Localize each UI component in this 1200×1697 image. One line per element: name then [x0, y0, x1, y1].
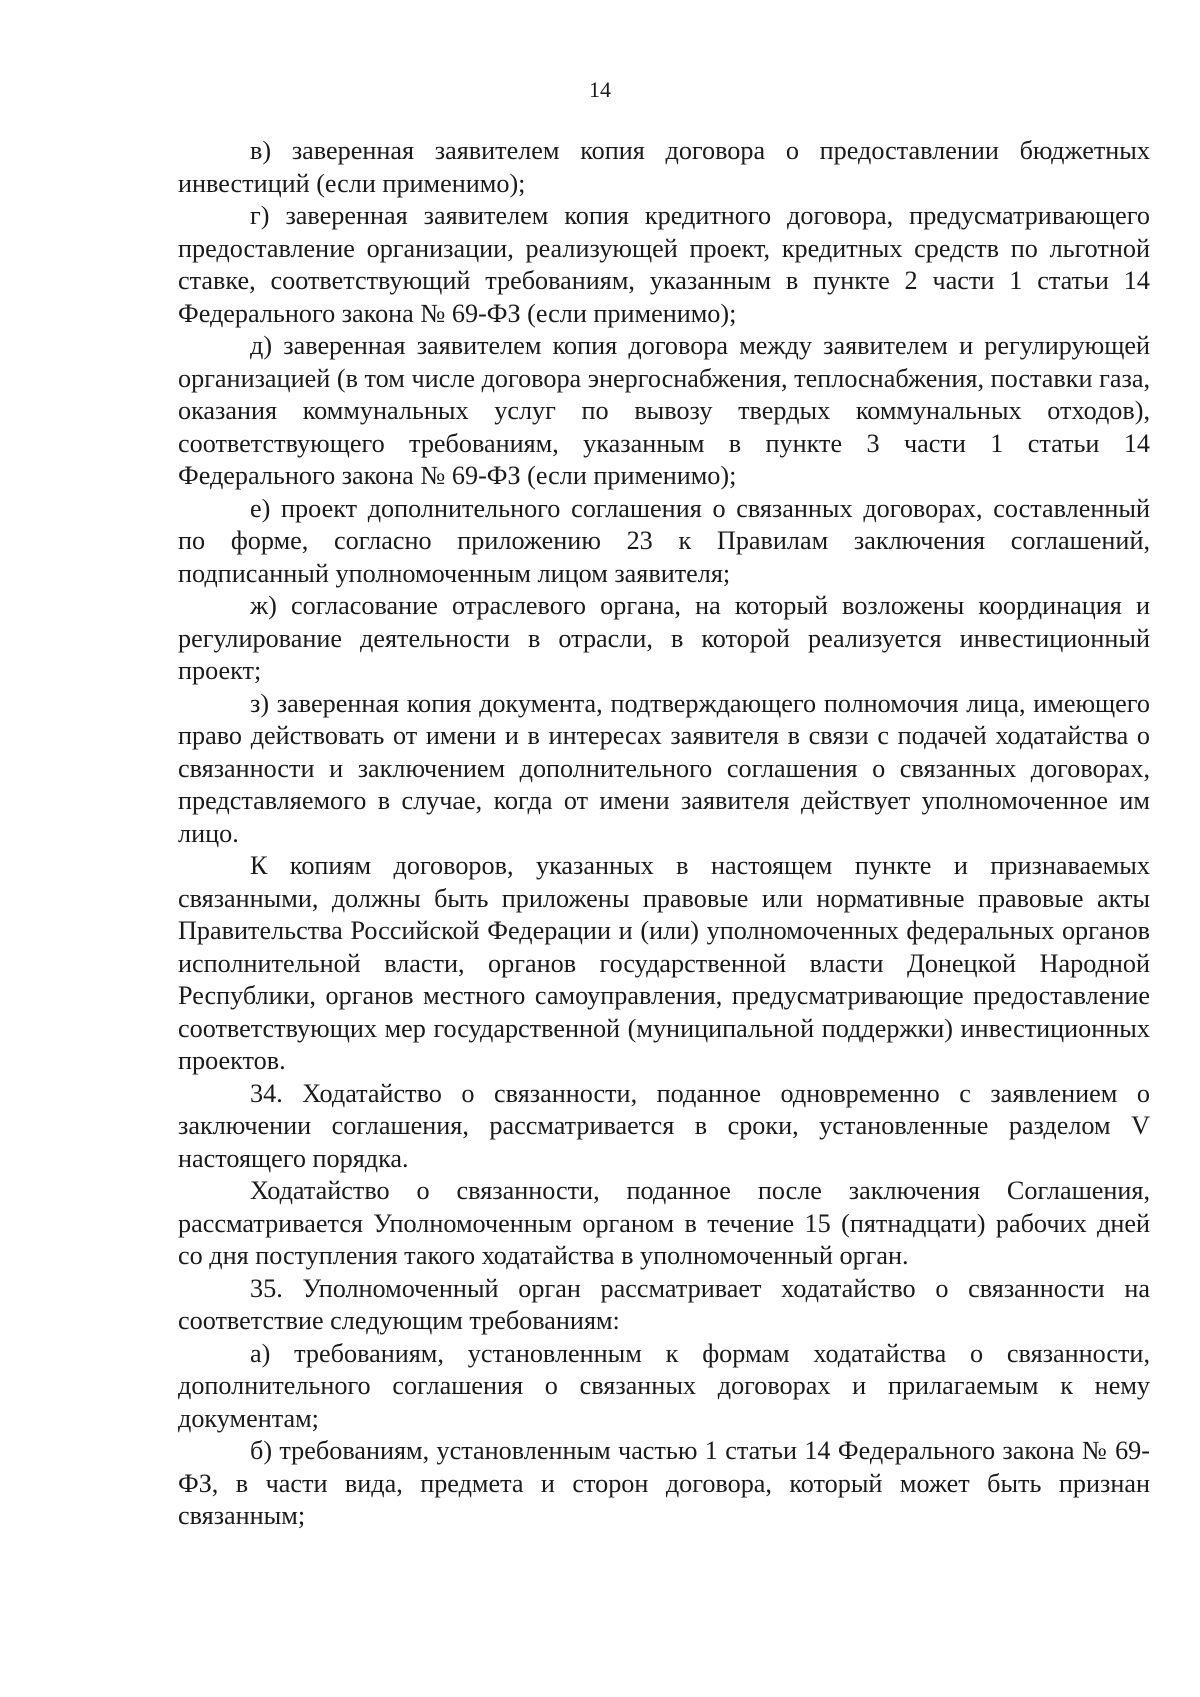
paragraph-item-g: г) заверенная заявителем копия кредитного договора, предусматривающего предоставление организации, реализующей проект, кредитных средств по льготной ставке, соответствующий требованиям, указанным в пункте 2 части 1 статьи 14 Федерального закона № 69-ФЗ (если применимо); [178, 201, 1150, 328]
paragraph-item-z: з) заверенная копия документа, подтверждающего полномочия лица, имеющего право действовать от имени и в интересах заявителя в связи с подачей ходатайства о связанности и заключением дополнительного соглашения о связанных договорах, представляемого в случае, когда от имени заявителя действует уполномоченное им лицо. [178, 688, 1150, 848]
page-number: 14 [589, 77, 611, 102]
paragraph-item-e: е) проект дополнительного соглашения о связанных договорах, составленный по форме, согласно приложению 23 к Правилам заключения соглашений, подписанный уполномоченным лицом заявителя; [178, 493, 1150, 588]
paragraph-attachments-note: К копиям договоров, указанных в настоящем пункте и признаваемых связанными, должны быть приложены правовые или нормативные правовые акты Правительства Российской Федерации и (или) уполномоченных федеральных органов исполнительной власти, органов государственной власти Донецкой Народной Республики, органов местного самоуправления, предусматривающие предоставление соответствующих мер государственной (муниципальной поддержки) инвестиционных проектов. [178, 851, 1150, 1075]
paragraph-clause-35: 35. Уполномоченный орган рассматривает ходатайство о связанности на соответствие следующим требованиям: [178, 1273, 1150, 1335]
paragraph-item-a: а) требованиям, установленным к формам ходатайства о связанности, дополнительного соглашения о связанных договорах и прилагаемым к нему документам; [178, 1338, 1150, 1433]
document-body [178, 135, 1150, 1533]
paragraph-item-d: д) заверенная заявителем копия договора между заявителем и регулирующей организацией (в том числе договора энергоснабжения, теплоснабжения, поставки газа, оказания коммунальных услуг по вывозу твердых коммунальных отходов), соответствующего требованиям, указанным в пункте 3 части 1 статьи 14 Федерального закона № 69-ФЗ (если применимо); [178, 331, 1150, 490]
paragraph-item-b: б) требованиям, установленным частью 1 статьи 14 Федерального закона № 69-ФЗ, в части вида, предмета и сторон договора, который может быть признан связанным; [178, 1436, 1150, 1530]
paragraph-clause-34-cont: Ходатайство о связанности, поданное после заключения Соглашения, рассматривается Уполномоченным органом в течение 15 (пятнадцати) рабочих дней со дня поступления такого ходатайства в уполномоченный орган. [178, 1176, 1150, 1270]
paragraph-item-zh: ж) согласование отраслевого органа, на который возложены координация и регулирование деятельности в отрасли, в которой реализуется инвестиционный проект; [178, 591, 1150, 685]
paragraph-clause-34: 34. Ходатайство о связанности, поданное одновременно с заявлением о заключении соглашения, рассматривается в сроки, установленные разделом V настоящего порядка. [178, 1078, 1150, 1173]
paragraph-item-v: в) заверенная заявителем копия договора о предоставлении бюджетных инвестиций (если применимо); [178, 136, 1150, 198]
